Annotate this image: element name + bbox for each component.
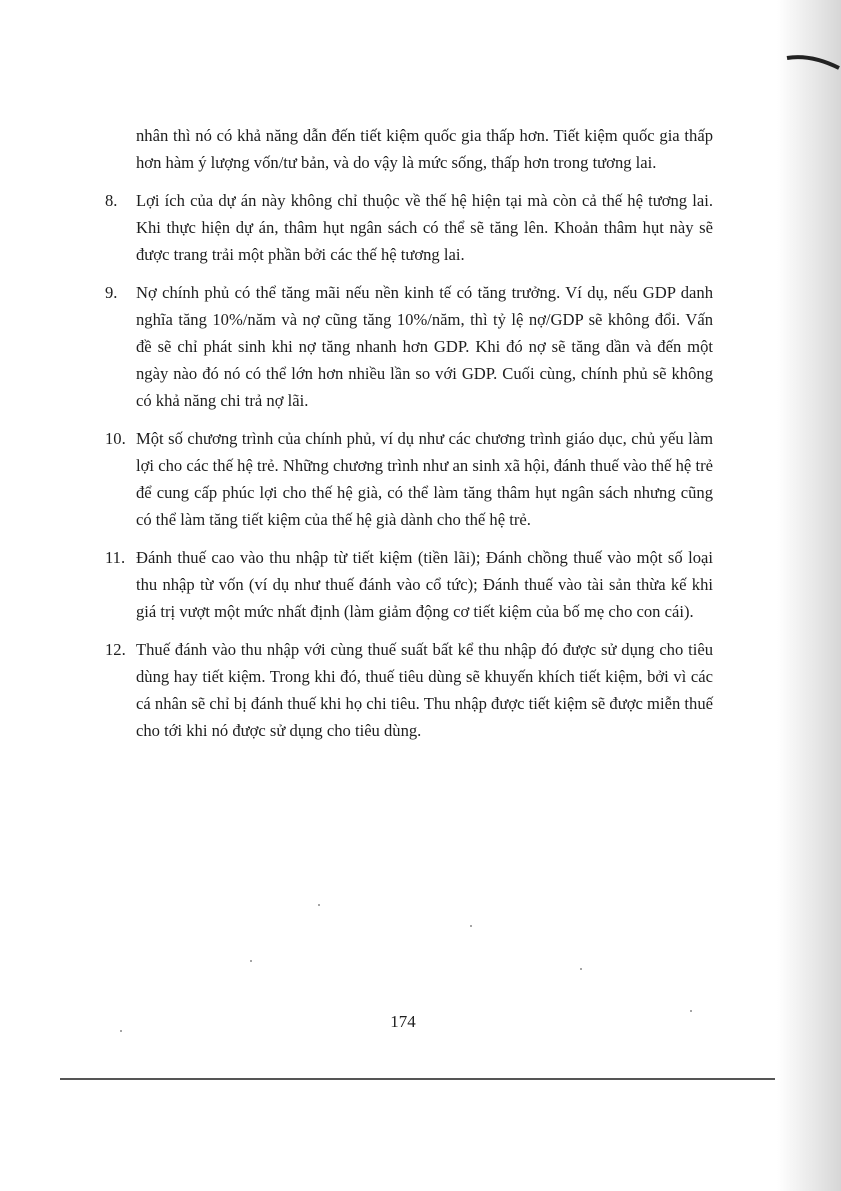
list-item-11: [105, 544, 713, 625]
item-number: 10.: [105, 429, 126, 448]
item-number: 9.: [105, 283, 118, 302]
item-number: 11.: [105, 548, 126, 567]
list-item-9: [105, 279, 713, 414]
item-number: 8.: [105, 191, 118, 210]
scan-speck: [318, 904, 320, 906]
list-item-8: [105, 187, 713, 268]
paragraph-text: Lợi ích của dự án này không chỉ thuộc về thế hệ hiện tại mà còn cả thế hệ tương lai. Khi thực hiện dự án, thâm hụt ngân sách có thể sẽ tăng lên. Khoản thâm hụt này sẽ được trang trải một phần bởi các thế hệ tương lai.: [136, 191, 713, 264]
paragraph-text: Đánh thuế cao vào thu nhập từ tiết kiệm (tiền lãi); Đánh chồng thuế vào một số loại thu nhập từ vốn (ví dụ như thuế đánh vào cổ tức); Đánh thuế vào tài sản thừa kế khi giá trị vượt một mức nhất định (làm giảm động cơ tiết kiệm của bố mẹ cho con cái).: [136, 548, 713, 621]
scan-speck: [250, 960, 252, 962]
text-body: [105, 122, 713, 744]
page-number: 174: [390, 1012, 416, 1031]
paragraph-text: Thuế đánh vào thu nhập với cùng thuế suất bất kể thu nhập đó được sử dụng cho tiêu dùng hay tiết kiệm. Trong khi đó, thuế tiêu dùng sẽ khuyến khích tiết kiệm, bởi vì các cá nhân sẽ chỉ bị đánh thuế khi họ chi tiêu. Thu nhập được tiết kiệm sẽ được miễn thuế cho tới khi nó được sử dụng cho tiêu dùng.: [136, 640, 713, 740]
paragraph-text: nhân thì nó có khả năng dẫn đến tiết kiệm quốc gia thấp hơn. Tiết kiệm quốc gia thấp hơn hàm ý lượng vốn/tư bản, và do vậy là mức sống, thấp hơn trong tương lai.: [136, 126, 713, 172]
scan-speck: [470, 925, 472, 927]
page-curl-mark: [781, 40, 841, 80]
paragraph-text: Nợ chính phủ có thể tăng mãi nếu nền kinh tế có tăng trưởng. Ví dụ, nếu GDP danh nghĩa tăng 10%/năm và nợ cũng tăng 10%/năm, thì tỷ lệ nợ/GDP sẽ không đổi. Vấn đề sẽ chỉ phát sinh khi nợ tăng nhanh hơn GDP. Khi đó nợ sẽ tăng dần và đến một ngày nào đó nó có thể lớn hơn nhiều lần so với GDP. Cuối cùng, chính phủ sẽ không có khả năng chi trả nợ lãi.: [136, 283, 713, 410]
item-number: 12.: [105, 640, 126, 659]
paragraph-continued: [105, 122, 713, 176]
scan-speck: [690, 1010, 692, 1012]
list-item-12: [105, 636, 713, 744]
list-item-10: [105, 425, 713, 533]
paragraph-text: Một số chương trình của chính phủ, ví dụ như các chương trình giáo dục, chủ yếu làm lợi cho các thế hệ trẻ. Những chương trình như an sinh xã hội, đánh thuế vào thế hệ trẻ để cung cấp phúc lợi cho thế hệ già, có thể làm tăng thâm hụt ngân sách nhưng cũng có thể làm tăng tiết kiệm của thế hệ già dành cho thế hệ trẻ.: [136, 429, 713, 529]
page-edge-shadow: [777, 0, 841, 1191]
bottom-scan-line: [60, 1078, 775, 1080]
scan-speck: [120, 1030, 122, 1032]
scan-speck: [580, 968, 582, 970]
